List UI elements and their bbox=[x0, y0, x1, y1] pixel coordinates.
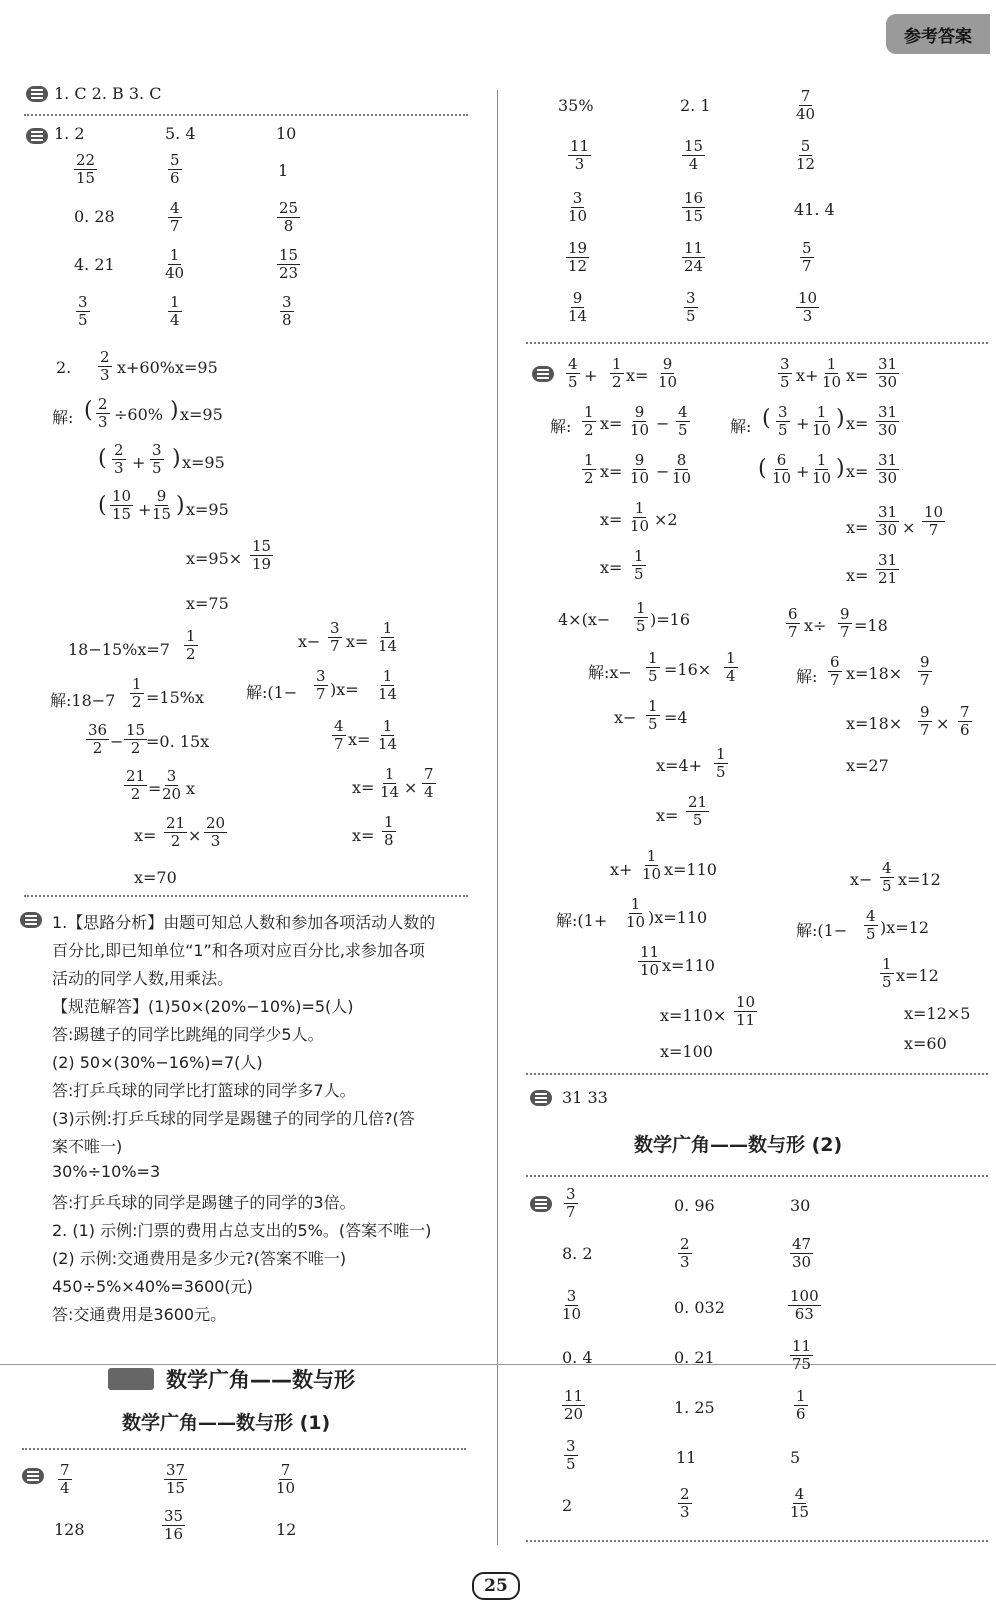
section-title: 数学广角——数与形 (1) bbox=[122, 1412, 331, 1434]
equation: x=18× bbox=[846, 714, 903, 733]
chapter-title: 数学广角——数与形 bbox=[166, 1368, 355, 1392]
equation: x bbox=[186, 779, 196, 798]
answer-cell: 8. 2 bbox=[562, 1244, 593, 1263]
equation: x=18× bbox=[846, 664, 903, 683]
fraction: $\frac{6}{10}$ bbox=[772, 451, 792, 487]
equation: + bbox=[138, 500, 152, 519]
fraction: $\frac{20}{3}$ bbox=[206, 814, 226, 850]
fraction: $\frac{19}{12}$ bbox=[568, 239, 588, 275]
fraction: $\frac{25}{8}$ bbox=[279, 199, 299, 235]
text-line: 1.【思路分析】由题可知总人数和参加各项活动人数的 bbox=[52, 913, 436, 932]
fraction: $\frac{1}{4}$ bbox=[170, 293, 180, 329]
equation: )=16 bbox=[650, 610, 691, 629]
fraction: $\frac{3}{10}$ bbox=[562, 1287, 582, 1323]
fraction: $\frac{7}{4}$ bbox=[424, 765, 434, 801]
answer-cell: 0. 4 bbox=[562, 1348, 593, 1367]
equation: + bbox=[796, 414, 810, 433]
fraction: $\frac{3}{7}$ bbox=[566, 1185, 576, 1221]
fraction: $\frac{21}{5}$ bbox=[688, 793, 708, 829]
paren: ) bbox=[836, 406, 845, 431]
divider bbox=[526, 1175, 988, 1177]
fraction: $\frac{4}{5}$ bbox=[882, 859, 892, 895]
fraction: $\frac{9}{15}$ bbox=[152, 487, 172, 523]
fraction: $\frac{3}{5}$ bbox=[152, 441, 162, 477]
equation: × bbox=[936, 714, 950, 733]
fraction: $\frac{10}{7}$ bbox=[924, 503, 944, 539]
equation: x= bbox=[600, 414, 623, 433]
fraction: $\frac{5}{12}$ bbox=[796, 137, 816, 173]
equation: 18−15%x=7 bbox=[68, 640, 170, 659]
equation: x= bbox=[600, 558, 623, 577]
text-line: 百分比,即已知单位“1”和各项对应百分比,求参加各项 bbox=[52, 941, 425, 960]
divider bbox=[22, 1448, 466, 1450]
fraction: $\frac{7}{6}$ bbox=[960, 703, 970, 739]
equation: )x= bbox=[330, 680, 359, 699]
answer-cell: 11 bbox=[676, 1448, 697, 1467]
equation: x= bbox=[352, 826, 375, 845]
fraction: $\frac{9}{7}$ bbox=[840, 605, 850, 641]
equation: x− bbox=[614, 708, 637, 727]
fraction: $\frac{1}{2}$ bbox=[186, 627, 196, 663]
equation: × bbox=[902, 518, 916, 537]
fraction: $\frac{6}{7}$ bbox=[830, 653, 840, 689]
equation: × bbox=[188, 826, 202, 845]
section-1-answers: 1. C 2. B 3. C bbox=[54, 84, 162, 103]
fraction: $\frac{3}{5}$ bbox=[780, 355, 790, 391]
text-line: 30%÷10%=3 bbox=[52, 1162, 161, 1181]
fraction: $\frac{1}{5}$ bbox=[648, 697, 658, 733]
fraction: $\frac{10}{11}$ bbox=[736, 993, 756, 1029]
equation: x=110 bbox=[664, 860, 717, 879]
fraction: $\frac{31}{30}$ bbox=[878, 355, 898, 391]
equation: x=4+ bbox=[656, 756, 703, 775]
divider bbox=[24, 114, 468, 116]
fraction: $\frac{1}{10}$ bbox=[642, 847, 662, 883]
chapter-divider bbox=[0, 1364, 996, 1365]
equation: x= bbox=[846, 462, 869, 481]
equation: + bbox=[132, 453, 146, 472]
fraction: $\frac{11}{24}$ bbox=[684, 239, 704, 275]
text-line: 答:交通费用是3600元。 bbox=[52, 1305, 227, 1324]
equation: x=95 bbox=[186, 500, 229, 519]
fraction: $\frac{4}{7}$ bbox=[334, 717, 344, 753]
fraction: $\frac{9}{7}$ bbox=[920, 703, 930, 739]
text-line: (3)示例:打乒乓球的同学是踢毽子的同学的几倍?(答 bbox=[52, 1109, 415, 1128]
solution-label: 解: bbox=[52, 408, 74, 427]
fraction: $\frac{1}{10}$ bbox=[822, 355, 842, 391]
fraction: $\frac{22}{15}$ bbox=[76, 151, 96, 187]
fraction: $\frac{4}{5}$ bbox=[678, 403, 688, 439]
equation: 解:(1+ bbox=[556, 911, 608, 930]
chapter-icon bbox=[108, 1368, 154, 1390]
equation: x=12 bbox=[896, 966, 939, 985]
fraction: $\frac{1}{14}$ bbox=[378, 619, 398, 655]
answer-cell: 41. 4 bbox=[794, 200, 835, 219]
fraction: $\frac{8}{10}$ bbox=[672, 451, 692, 487]
answer-cell: 30 bbox=[790, 1196, 811, 1215]
answer-cell: 128 bbox=[54, 1520, 85, 1539]
equation: ÷60% bbox=[114, 405, 163, 424]
equation: x=12×5 bbox=[904, 1004, 971, 1023]
equation: 解:x− bbox=[588, 663, 632, 682]
divider bbox=[526, 1540, 988, 1542]
answer-cell: 2. 1 bbox=[680, 96, 711, 115]
equation: =16× bbox=[664, 660, 712, 679]
fraction: $\frac{2}{3}$ bbox=[680, 1485, 690, 1521]
fraction: $\frac{21}{2}$ bbox=[126, 767, 146, 803]
fraction: $\frac{4}{7}$ bbox=[170, 199, 180, 235]
paren: ) bbox=[172, 446, 181, 471]
fraction: $\frac{35}{16}$ bbox=[164, 1507, 184, 1543]
divider bbox=[526, 1073, 988, 1075]
answer-cell: 0. 96 bbox=[674, 1196, 715, 1215]
section-title: 数学广角——数与形 (2) bbox=[634, 1134, 843, 1156]
fraction: $\frac{1}{14}$ bbox=[378, 667, 398, 703]
equation: )x=110 bbox=[648, 908, 708, 927]
equation: x=27 bbox=[846, 756, 889, 775]
equation: 4×(x− bbox=[558, 610, 611, 629]
equation: x− bbox=[850, 870, 873, 889]
equation: x− bbox=[298, 632, 321, 651]
equation: x= bbox=[656, 806, 679, 825]
equation: x÷ bbox=[804, 616, 827, 635]
equation: 解:(1− bbox=[246, 683, 298, 702]
answer-cell: 1 bbox=[278, 161, 289, 180]
fraction: $\frac{1}{4}$ bbox=[726, 649, 736, 685]
column-divider bbox=[497, 90, 498, 1545]
divider bbox=[526, 342, 988, 344]
answer-cell: 2 bbox=[562, 1496, 573, 1515]
fraction: $\frac{7}{10}$ bbox=[276, 1461, 296, 1497]
text-line: 活动的同学人数,用乘法。 bbox=[52, 969, 234, 988]
fraction: $\frac{2}{3}$ bbox=[100, 348, 110, 384]
fraction: $\frac{31}{30}$ bbox=[878, 503, 898, 539]
text-line: 案不唯一) bbox=[52, 1137, 123, 1156]
fraction: $\frac{1}{5}$ bbox=[716, 745, 726, 781]
section-3-badge-icon bbox=[530, 1090, 552, 1106]
fraction: $\frac{1}{2}$ bbox=[584, 451, 594, 487]
fraction: $\frac{21}{2}$ bbox=[166, 814, 186, 850]
fraction: $\frac{15}{4}$ bbox=[684, 137, 704, 173]
fraction: $\frac{1}{10}$ bbox=[630, 499, 650, 535]
fraction: $\frac{1}{10}$ bbox=[626, 895, 646, 931]
fraction: $\frac{1}{10}$ bbox=[812, 403, 832, 439]
section-2-badge-icon bbox=[26, 128, 48, 144]
text-line: 答:打乒乓球的同学比打篮球的同学多7人。 bbox=[52, 1081, 356, 1100]
fraction: $\frac{1}{40}$ bbox=[165, 246, 185, 282]
fraction: $\frac{11}{3}$ bbox=[570, 137, 590, 173]
equation: x=75 bbox=[186, 594, 229, 613]
equation: × bbox=[404, 778, 418, 797]
fraction: $\frac{4}{5}$ bbox=[568, 355, 578, 391]
answer-cell: 4. 21 bbox=[74, 255, 115, 274]
fraction: $\frac{1}{5}$ bbox=[882, 955, 892, 991]
equation: =18 bbox=[854, 616, 888, 635]
fraction: $\frac{3}{5}$ bbox=[778, 403, 788, 439]
equation: − bbox=[656, 414, 670, 433]
equation: x=95 bbox=[182, 453, 225, 472]
fraction: $\frac{15}{19}$ bbox=[252, 537, 272, 573]
fraction: $\frac{9}{10}$ bbox=[630, 451, 650, 487]
fraction: $\frac{1}{5}$ bbox=[636, 599, 646, 635]
answer-cell: 5 bbox=[790, 1448, 801, 1467]
fraction: $\frac{3}{5}$ bbox=[566, 1437, 576, 1473]
equation: x= bbox=[348, 730, 371, 749]
fraction: $\frac{11}{10}$ bbox=[640, 943, 660, 979]
fraction: $\frac{1}{10}$ bbox=[812, 451, 832, 487]
paren: ( bbox=[98, 493, 107, 518]
problem-label: 2. bbox=[56, 358, 72, 377]
equation: =0. 15x bbox=[146, 732, 210, 751]
fraction: $\frac{2}{3}$ bbox=[114, 441, 124, 477]
equation: x=70 bbox=[134, 868, 177, 887]
answer-cell: 1. 25 bbox=[674, 1398, 715, 1417]
paren: ) bbox=[836, 456, 845, 481]
fraction: $\frac{3}{10}$ bbox=[568, 189, 588, 225]
answer-cell: 35% bbox=[558, 96, 594, 115]
paren: ( bbox=[98, 446, 107, 471]
equation: x= bbox=[626, 366, 649, 385]
equation: x=12 bbox=[898, 870, 941, 889]
paren: ( bbox=[758, 456, 767, 481]
fraction: $\frac{36}{2}$ bbox=[88, 721, 108, 757]
fraction: $\frac{16}{15}$ bbox=[684, 189, 704, 225]
fraction: $\frac{1}{14}$ bbox=[380, 765, 400, 801]
equation: ×2 bbox=[654, 510, 678, 529]
solution-label: 解: bbox=[550, 417, 572, 436]
fraction: $\frac{31}{21}$ bbox=[878, 551, 898, 587]
fraction: $\frac{1}{5}$ bbox=[634, 547, 644, 583]
fraction: $\frac{1}{5}$ bbox=[648, 649, 658, 685]
fraction: $\frac{3}{20}$ bbox=[162, 767, 182, 803]
fraction: $\frac{15}{2}$ bbox=[126, 721, 146, 757]
fraction: $\frac{1}{6}$ bbox=[796, 1387, 806, 1423]
solution-label: 解: bbox=[730, 417, 752, 436]
equation: x=100 bbox=[660, 1042, 713, 1061]
answer-cell: 1. 2 bbox=[54, 124, 85, 143]
fraction: $\frac{31}{30}$ bbox=[878, 451, 898, 487]
fraction: $\frac{3}{7}$ bbox=[330, 619, 340, 655]
equation: x=110× bbox=[660, 1006, 727, 1025]
equation: x= bbox=[846, 366, 869, 385]
fraction: $\frac{100}{63}$ bbox=[790, 1287, 819, 1323]
equation: x=95× bbox=[186, 549, 243, 568]
fraction: $\frac{10}{3}$ bbox=[798, 289, 818, 325]
equation: x= bbox=[352, 778, 375, 797]
fraction: $\frac{7}{40}$ bbox=[796, 87, 816, 123]
equation: x=60 bbox=[904, 1034, 947, 1053]
answer-cell: 0. 28 bbox=[74, 207, 115, 226]
fraction: $\frac{10}{15}$ bbox=[112, 487, 132, 523]
fraction: $\frac{1}{2}$ bbox=[132, 675, 142, 711]
section-1-badge-icon bbox=[530, 1196, 552, 1212]
fraction: $\frac{3}{8}$ bbox=[282, 293, 292, 329]
fraction: $\frac{9}{7}$ bbox=[920, 653, 930, 689]
equation: x=110 bbox=[662, 956, 715, 975]
equation: − bbox=[110, 732, 124, 751]
fraction: $\frac{15}{23}$ bbox=[279, 246, 299, 282]
equation: x= bbox=[346, 632, 369, 651]
equation: x= bbox=[134, 826, 157, 845]
fraction: $\frac{2}{3}$ bbox=[680, 1235, 690, 1271]
equation: 解:18−7 bbox=[50, 691, 116, 710]
equation: =4 bbox=[664, 708, 688, 727]
equation: − bbox=[656, 462, 670, 481]
equation: x= bbox=[600, 510, 623, 529]
divider bbox=[24, 895, 468, 897]
text-line: 2. (1) 示例:门票的费用占总支出的5%。(答案不唯一) bbox=[52, 1221, 432, 1240]
section-1-badge-icon bbox=[26, 86, 48, 102]
fraction: $\frac{9}{10}$ bbox=[630, 403, 650, 439]
equation: x=95 bbox=[180, 405, 223, 424]
equation: = bbox=[148, 779, 162, 798]
answer-cell: 10 bbox=[276, 124, 297, 143]
text-line: (2) 50×(30%−16%)=7(人) bbox=[52, 1053, 263, 1072]
section-3-answers: 31 33 bbox=[562, 1088, 608, 1107]
answer-cell: 0. 032 bbox=[674, 1298, 725, 1317]
fraction: $\frac{3}{7}$ bbox=[316, 667, 326, 703]
fraction: $\frac{47}{30}$ bbox=[792, 1235, 812, 1271]
equation: )x=12 bbox=[880, 918, 930, 937]
answer-cell: 5. 4 bbox=[165, 124, 196, 143]
text-line: 答:踢毽子的同学比跳绳的同学少5人。 bbox=[52, 1025, 324, 1044]
paren: ( bbox=[84, 398, 93, 423]
fraction: $\frac{11}{75}$ bbox=[792, 1337, 812, 1373]
equation: x= bbox=[846, 414, 869, 433]
paren: ) bbox=[170, 398, 179, 423]
fraction: $\frac{4}{15}$ bbox=[790, 1485, 810, 1521]
answer-key-tab: 参考答案 bbox=[886, 14, 990, 54]
paren: ) bbox=[176, 493, 185, 518]
fraction: $\frac{6}{7}$ bbox=[788, 605, 798, 641]
equation: x+ bbox=[796, 366, 819, 385]
fraction: $\frac{31}{30}$ bbox=[878, 403, 898, 439]
fraction: $\frac{1}{2}$ bbox=[612, 355, 622, 391]
fraction: $\frac{3}{5}$ bbox=[686, 289, 696, 325]
fraction: $\frac{1}{2}$ bbox=[584, 403, 594, 439]
equation: x+60%x=95 bbox=[117, 358, 218, 377]
fraction: $\frac{3}{5}$ bbox=[78, 293, 88, 329]
section-badge-icon bbox=[532, 366, 554, 382]
text-line: (2) 示例:交通费用是多少元?(答案不唯一) bbox=[52, 1249, 347, 1268]
equation: + bbox=[584, 366, 598, 385]
equation: x= bbox=[846, 566, 869, 585]
fraction: $\frac{4}{5}$ bbox=[866, 907, 876, 943]
fraction: $\frac{1}{8}$ bbox=[384, 813, 394, 849]
fraction: $\frac{9}{14}$ bbox=[568, 289, 588, 325]
equation: 解:(1− bbox=[796, 921, 848, 940]
fraction: $\frac{2}{3}$ bbox=[98, 395, 108, 431]
equation: x= bbox=[846, 518, 869, 537]
fraction: $\frac{9}{10}$ bbox=[658, 355, 678, 391]
equation: x+ bbox=[610, 860, 633, 879]
fraction: $\frac{37}{15}$ bbox=[166, 1461, 186, 1497]
fraction: $\frac{5}{7}$ bbox=[802, 239, 812, 275]
fraction: $\frac{5}{6}$ bbox=[170, 151, 180, 187]
fraction: $\frac{11}{20}$ bbox=[564, 1387, 584, 1423]
fraction: $\frac{7}{4}$ bbox=[60, 1461, 70, 1497]
section-4-badge-icon bbox=[20, 912, 42, 928]
equation: x= bbox=[600, 462, 623, 481]
text-line: 450÷5%×40%=3600(元) bbox=[52, 1277, 253, 1296]
equation: =15%x bbox=[146, 688, 204, 707]
text-line: 答:打乒乓球的同学是踢毽子的同学的3倍。 bbox=[52, 1193, 356, 1212]
answer-cell: 0. 21 bbox=[674, 1348, 715, 1367]
equation: + bbox=[796, 462, 810, 481]
solution-label: 解: bbox=[796, 667, 818, 686]
text-line: 【规范解答】(1)50×(20%−10%)=5(人) bbox=[52, 997, 354, 1016]
fraction: $\frac{1}{14}$ bbox=[378, 717, 398, 753]
answer-cell: 12 bbox=[276, 1520, 297, 1539]
paren: ( bbox=[762, 406, 771, 431]
section-1-badge-icon bbox=[22, 1468, 44, 1484]
page-number: 25 bbox=[472, 1572, 520, 1600]
